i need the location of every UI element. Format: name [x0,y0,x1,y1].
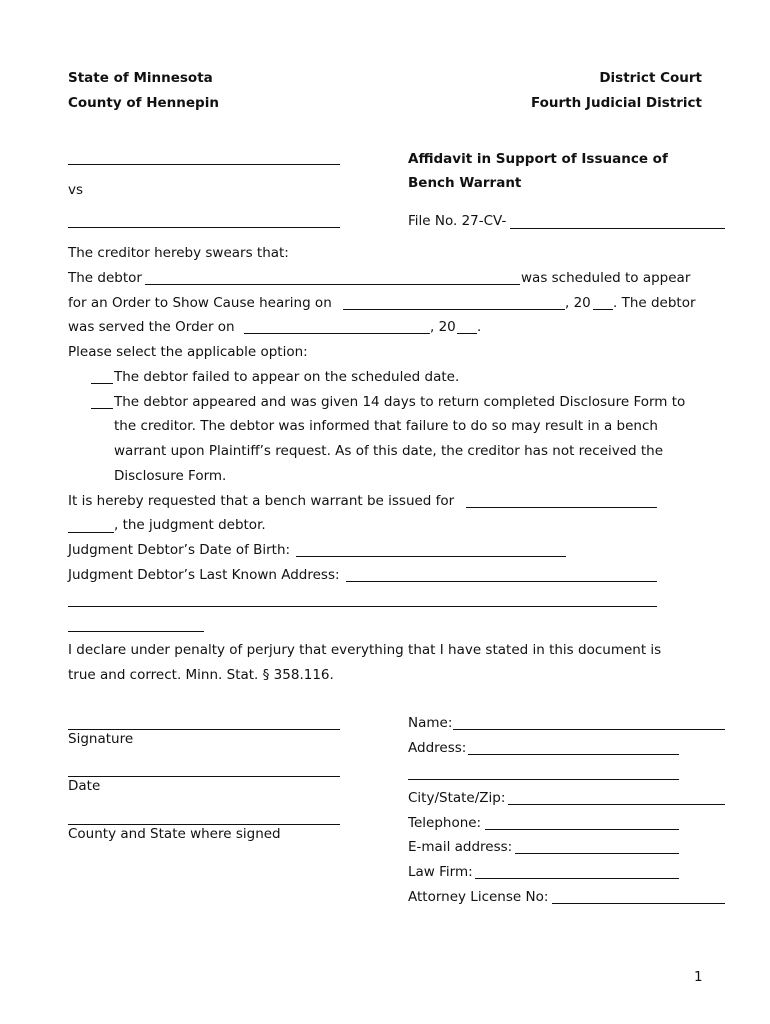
state-label: State of Minnesota [68,70,213,86]
address-line-1[interactable] [346,581,657,582]
option-2-text-line2: the creditor. The debtor was informed that failure to do so may result in a bench [114,418,658,434]
year-prefix-2: , 20 [430,319,456,335]
city-state-zip-label: City/State/Zip: [408,790,506,806]
address-line-3[interactable] [68,631,204,632]
address-field-label: Address: [408,740,467,756]
license-line[interactable] [552,903,725,904]
declaration-line1: I declare under penalty of perjury that everything that I have stated in this document is [68,642,662,658]
option-2-text-line3: warrant upon Plaintiff’s request. As of this date, the creditor has not received the [114,443,664,459]
served-date-line[interactable] [244,333,430,334]
period-text: . [477,319,482,335]
warrant-name-line[interactable] [466,507,657,508]
defendant-line[interactable] [68,227,340,228]
district-label: Fourth Judicial District [530,95,702,111]
warrant-name-line-cont[interactable] [68,532,114,533]
page-number: 1 [694,969,703,985]
attorney-address-line-1[interactable] [468,754,679,755]
option-1-text: The debtor failed to appear on the scheduled date. [114,369,460,385]
date-line[interactable] [68,776,340,777]
debtor-label: The debtor [68,270,142,286]
name-label: Name: [408,715,453,731]
hearing-date-line[interactable] [343,309,565,310]
hearing-on-text: for an Order to Show Cause hearing on [68,295,332,311]
law-firm-label: Law Firm: [408,864,473,880]
attorney-address-line-2[interactable] [408,779,679,780]
option-2-checkbox-line[interactable] [91,408,113,409]
plaintiff-line[interactable] [68,164,340,165]
served-year-line[interactable] [457,333,477,334]
swears-text: The creditor hereby swears that: [68,245,289,261]
file-number-line[interactable] [510,228,725,229]
document-title-line2: Bench Warrant [408,175,522,191]
county-state-line[interactable] [68,824,340,825]
served-on-text: was served the Order on [68,319,235,335]
declaration-line2: true and correct. Minn. Stat. § 358.116. [68,667,334,683]
debtor-sentence-text: . The debtor [613,295,696,311]
name-line[interactable] [453,729,725,730]
email-label: E-mail address: [408,839,513,855]
address-line-2[interactable] [68,606,657,607]
judgment-debtor-text: , the judgment debtor. [114,517,266,533]
signature-label: Signature [68,731,134,747]
dob-label: Judgment Debtor’s Date of Birth: [68,542,291,558]
option-2-text-line1: The debtor appeared and was given 14 days to return completed Disclosure Form to [114,394,686,410]
telephone-label: Telephone: [408,815,482,831]
address-label: Judgment Debtor’s Last Known Address: [68,567,340,583]
vs-label: vs [68,182,84,198]
court-label: District Court [599,70,702,86]
signature-line[interactable] [68,729,340,730]
scheduled-text: was scheduled to appear [521,270,691,286]
email-line[interactable] [515,853,679,854]
request-text: It is hereby requested that a bench warrant be issued for [68,493,455,509]
city-state-zip-line[interactable] [508,804,725,805]
document-title-line1: Affidavit in Support of Issuance of [408,151,668,167]
law-firm-line[interactable] [475,878,679,879]
county-label: County of Hennepin [68,95,219,111]
date-label: Date [68,778,101,794]
file-number-label: File No. 27-CV- [408,213,507,229]
select-option-text: Please select the applicable option: [68,344,308,360]
county-state-label: County and State where signed [68,826,281,842]
hearing-year-line[interactable] [593,309,613,310]
license-label: Attorney License No: [408,889,549,905]
dob-line[interactable] [296,556,566,557]
option-2-text-line4: Disclosure Form. [114,468,227,484]
telephone-line[interactable] [485,829,679,830]
year-prefix-1: , 20 [565,295,591,311]
debtor-name-line[interactable] [145,284,520,285]
option-1-checkbox-line[interactable] [91,383,113,384]
